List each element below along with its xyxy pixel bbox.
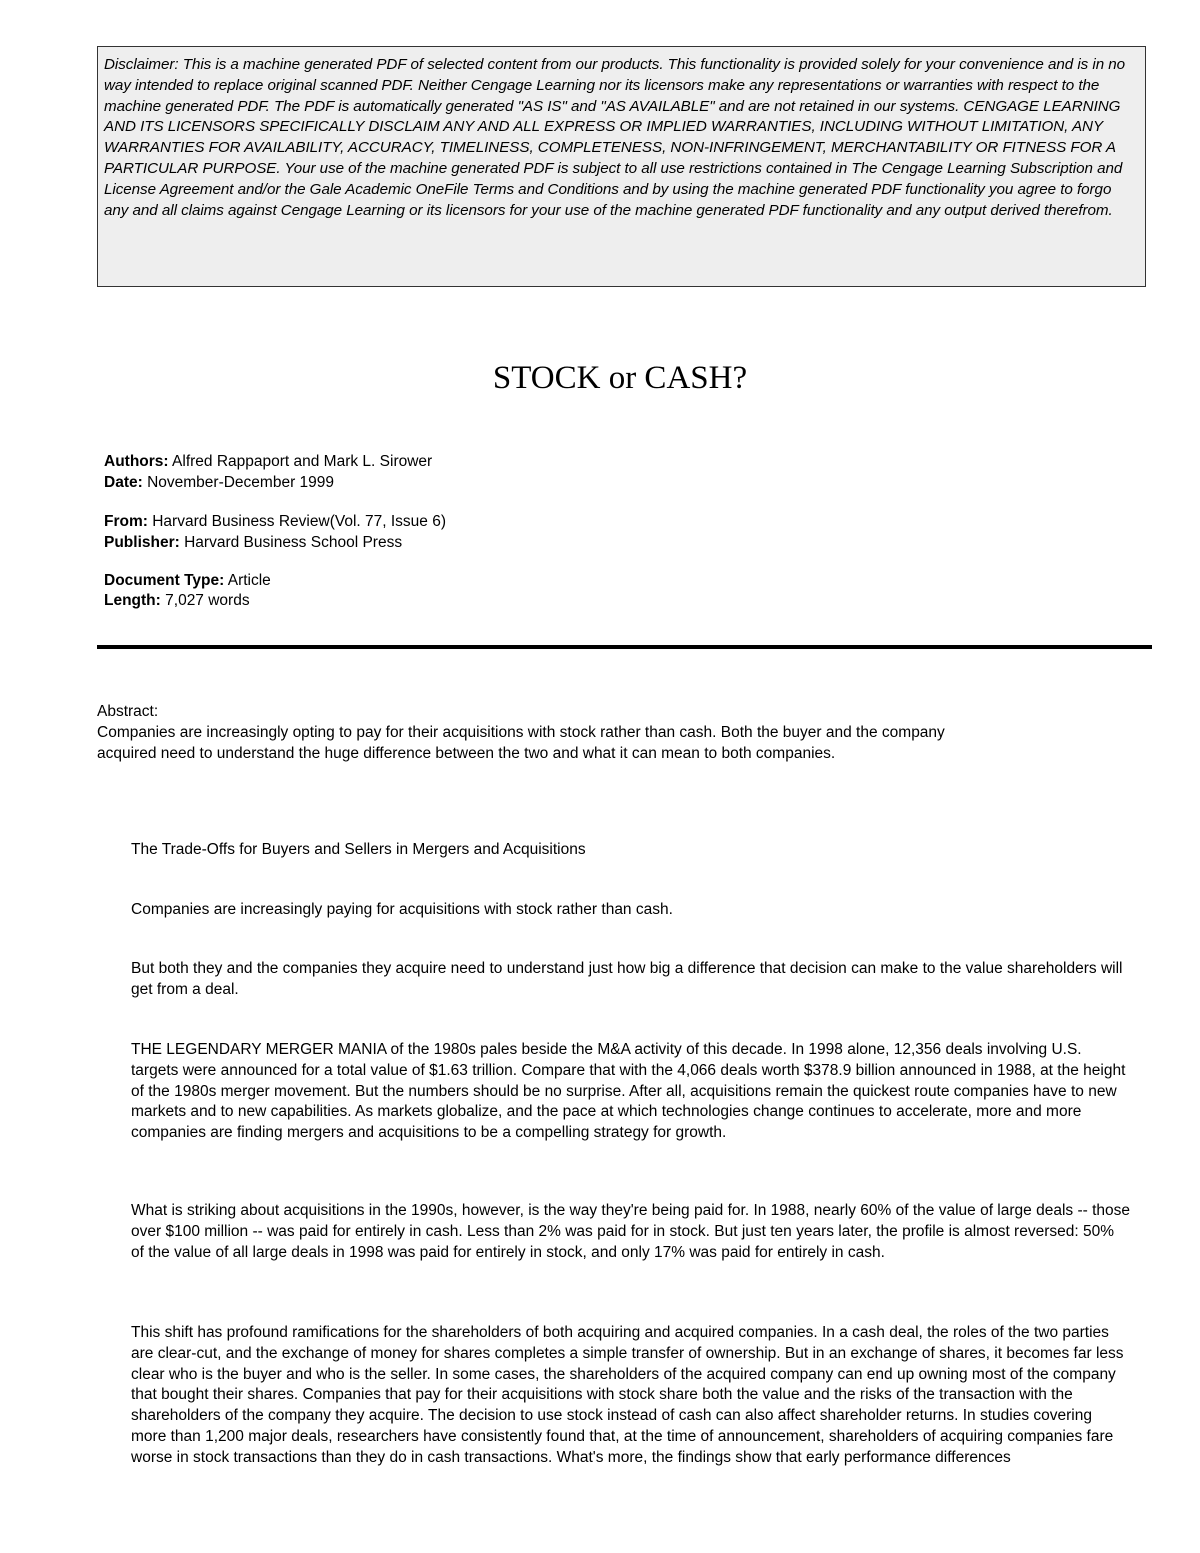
publisher-line (104, 532, 402, 553)
length-label: Length: (104, 592, 161, 609)
disclaimer-box: Disclaimer: This is a machine generated PDF of selected content from our products. This functionality is provided solely for your convenience and is in no way intended to replace original scanned PDF. Neither Cengage Learning nor its licensors make any representations or warranties with respect to the machine generated PDF. The PDF is automatically generated "AS IS" and "AS AVAILABLE" and are not retained in our systems. CENGAGE LEARNING AND ITS LICENSORS SPECIFICALLY DISCLAIM ANY AND ALL EXPRESS OR IMPLIED WARRANTIES, INCLUDING WITHOUT LIMITATION, ANY WARRANTIES FOR AVAILABILITY, ACCURACY, TIMELINESS, COMPLETENESS, NON-INFRINGEMENT, MERCHANTABILITY OR FITNESS FOR A PARTICULAR PURPOSE. Your use of the machine generated PDF is subject to all use restrictions contained in The Cengage Learning Subscription and License Agreement and/or the Gale Academic OneFile Terms and Conditions and by using the machine generated PDF functionality you agree to forgo any and all claims against Cengage Learning or its licensors for your use of the machine generated PDF functionality and any output derived therefrom. (97, 46, 1146, 287)
abstract-label: Abstract: (97, 703, 159, 720)
length-line (104, 590, 250, 611)
authors-label: Authors: (104, 453, 169, 470)
body-paragraph: What is striking about acquisitions in the 1990s, however, is the way they're being paid for. In 1988, nearly 60% of the value of large deals -- those over $100 million -- was paid for entirely in cash. Less than 2% was paid for in stock. But just ten years later, the profile is almost reversed: 50% of the value of all large deals in 1998 was paid for entirely in stock, and only 17% was paid for entirely in cash. (131, 1202, 1130, 1261)
section-divider (97, 645, 1152, 649)
publisher-label: Publisher: (104, 534, 180, 551)
body-paragraph: The Trade-Offs for Buyers and Sellers in Mergers and Acquisitions (131, 841, 586, 858)
authors-value: Alfred Rappaport and Mark L. Sirower (172, 453, 433, 470)
source-line (104, 511, 446, 532)
abstract (97, 701, 977, 764)
doctype-value: Article (227, 572, 271, 589)
body-paragraph: But both they and the companies they acquire need to understand just how big a difference that decision can make to the value shareholders will get from a deal. (131, 960, 1123, 998)
date-line (104, 472, 334, 493)
authors-line (104, 451, 432, 472)
date-label: Date: (104, 474, 143, 491)
body-paragraph: This shift has profound ramifications for the shareholders of both acquiring and acquired companies. In a cash deal, the roles of the two parties are clear-cut, and the exchange of money for shares completes a simple transfer of ownership. But in an exchange of shares, it becomes far less clear who is the buyer and who is the seller. In some cases, the shareholders of the acquired company can end up owning most of the company that bought their shares. Companies that pay for their acquisitions with stock share both the value and the risks of the transaction with the shareholders of the company they acquire. The decision to use stock instead of cash can also affect shareholder returns. In studies covering more than 1,200 major deals, researchers have consistently found that, at the time of announcement, shareholders of acquiring companies fare worse in stock transactions than they do in cash transactions. What's more, the findings show that early performance differences (131, 1324, 1124, 1466)
doctype-label: Document Type: (104, 572, 225, 589)
length-value: 7,027 words (165, 592, 250, 609)
doctype-line (104, 570, 271, 591)
body-paragraph: Companies are increasingly paying for acquisitions with stock rather than cash. (131, 901, 673, 918)
body-paragraph: THE LEGENDARY MERGER MANIA of the 1980s pales beside the M&A activity of this decade. In 1998 alone, 12,356 deals involving U.S. targets were announced for a total value of $1.63 trillion. Compare that with the 4,066 deals worth $378.9 billion announced in 1988, at the height of the 1980s merger movement. But the numbers should be no surprise. After all, acquisitions remain the quickest route companies have to new markets and to new capabilities. As markets globalize, and the pace at which technologies change continues to accelerate, more and more companies are finding mergers and acquisitions to be a compelling strategy for growth. (131, 1041, 1126, 1142)
source-label: From: (104, 513, 148, 530)
publisher-value: Harvard Business School Press (184, 534, 403, 551)
date-value: November-December 1999 (147, 474, 335, 491)
abstract-text: Companies are increasingly opting to pay for their acquisitions with stock rather than cash. Both the buyer and the company acquired need to understand the huge difference between the two and what it can mean to both companies. (97, 724, 945, 762)
article-title: STOCK or CASH? (492, 360, 748, 396)
source-value: Harvard Business Review(Vol. 77, Issue 6) (152, 513, 447, 530)
